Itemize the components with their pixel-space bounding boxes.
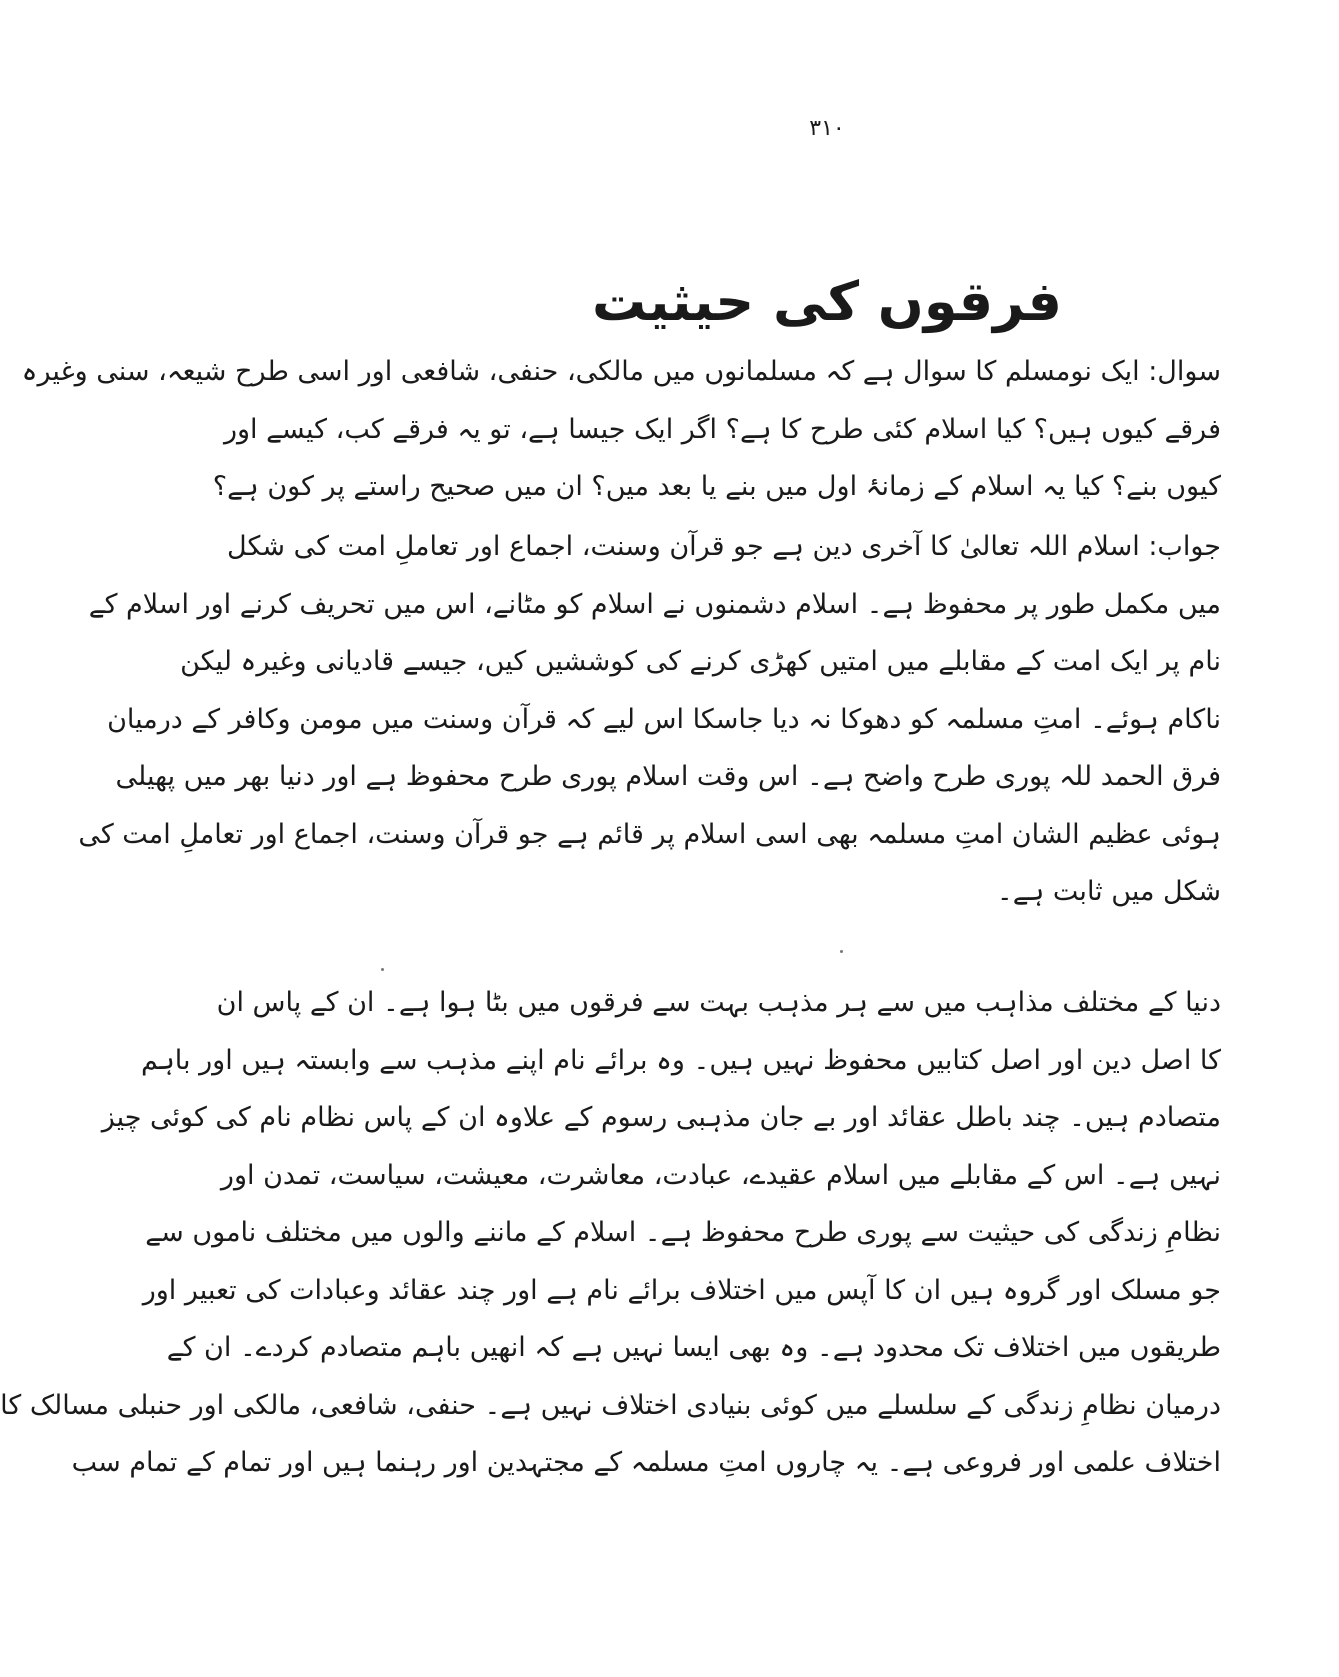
question-line: کیوں بنے؟ کیا یہ اسلام کے زمانۂ اول میں بنے یا بعد میں؟ ان میں صحیح راستے پر کون ہے؟: [212, 471, 1221, 502]
body-line: درمیان نظامِ زندگی کے سلسلے میں کوئی بنیادی اختلاف نہیں ہے۔ حنفی، شافعی، مالکی اور حنبلی مسالک کا: [0, 1389, 1221, 1421]
body-line: اختلاف علمی اور فروعی ہے۔ یہ چاروں امتِ مسلمہ کے مجتہدین اور رہنما ہیں اور تمام کے تمام سب: [71, 1447, 1221, 1478]
answer-line: میں مکمل طور پر محفوظ ہے۔ اسلام دشمنوں نے اسلام کو مٹانے، اس میں تحریف کرنے اور اسلام کے: [88, 588, 1221, 620]
body-line: دنیا کے مختلف مذاہب میں سے ہر مذہب بہت سے فرقوں میں بٹا ہوا ہے۔ ان کے پاس ان: [216, 987, 1221, 1018]
body-line: طریقوں میں اختلاف تک محدود ہے۔ وہ بھی ایسا نہیں ہے کہ انھیں باہم متصادم کردے۔ ان کے: [166, 1332, 1221, 1363]
answer-line: شکل میں ثابت ہے۔: [996, 876, 1221, 907]
question-paragraph: [21, 343, 1221, 516]
answer-line: ہوئی عظیم الشان امتِ مسلمہ بھی اسی اسلام پر قائم ہے جو قرآن وسنت، اجماع اور تعاملِ امت کی: [78, 818, 1221, 850]
chapter-title: فرقوں کی حیثیت: [591, 270, 1063, 333]
body-paragraph: [0, 974, 1221, 1492]
answer-line: ناکام ہوئے۔ امتِ مسلمہ کو دھوکا نہ دیا جاسکا اس لیے کہ قرآن وسنت میں مومن وکافر کے درمیان: [107, 703, 1221, 735]
body-line: متصادم ہیں۔ چند باطل عقائد اور بے جان مذہبی رسوم کے علاوہ ان کے پاس نظام نام کی کوئی چیز: [101, 1102, 1221, 1133]
answer-line: جواب: اسلام اللہ تعالیٰ کا آخری دین ہے جو قرآن وسنت، اجماع اور تعاملِ امت کی شکل: [227, 531, 1221, 562]
body-line: جو مسلک اور گروہ ہیں ان کا آپس میں اختلاف برائے نام ہے اور چند عقائد وعبادات کی تعبیر اور: [142, 1274, 1221, 1306]
question-line: فرقے کیوں ہیں؟ کیا اسلام کئی طرح کا ہے؟ اگر ایک جیسا ہے، تو یہ فرقے کب، کیسے اور: [223, 413, 1221, 445]
question-line: سوال: ایک نومسلم کا سوال ہے کہ مسلمانوں میں مالکی، حنفی، شافعی اور اسی طرح شیعہ، سنی وغیرہ: [21, 356, 1221, 387]
scan-speck: [840, 950, 843, 953]
answer-paragraph: [78, 518, 1221, 921]
page-number: ۳۱۰: [809, 116, 845, 141]
answer-line: نام پر ایک امت کے مقابلے میں امتیں کھڑی کرنے کی کوششیں کیں، جیسے قادیانی وغیرہ لیکن: [180, 646, 1221, 677]
answer-line: فرق الحمد للہ پوری طرح واضح ہے۔ اس وقت اسلام پوری طرح محفوظ ہے اور دنیا بھر میں پھیلی: [115, 761, 1221, 792]
body-line: نظامِ زندگی کی حیثیت سے پوری طرح محفوظ ہے۔ اسلام کے ماننے والوں میں مختلف ناموں سے: [145, 1217, 1221, 1248]
body-line: کا اصل دین اور اصل کتابیں محفوظ نہیں ہیں۔ وہ برائے نام اپنے مذہب سے وابستہ ہیں اور باہم: [141, 1044, 1221, 1076]
body-line: نہیں ہے۔ اس کے مقابلے میں اسلام عقیدے، عبادت، معاشرت، معیشت، سیاست، تمدن اور: [220, 1159, 1221, 1191]
scan-speck: [381, 968, 384, 971]
